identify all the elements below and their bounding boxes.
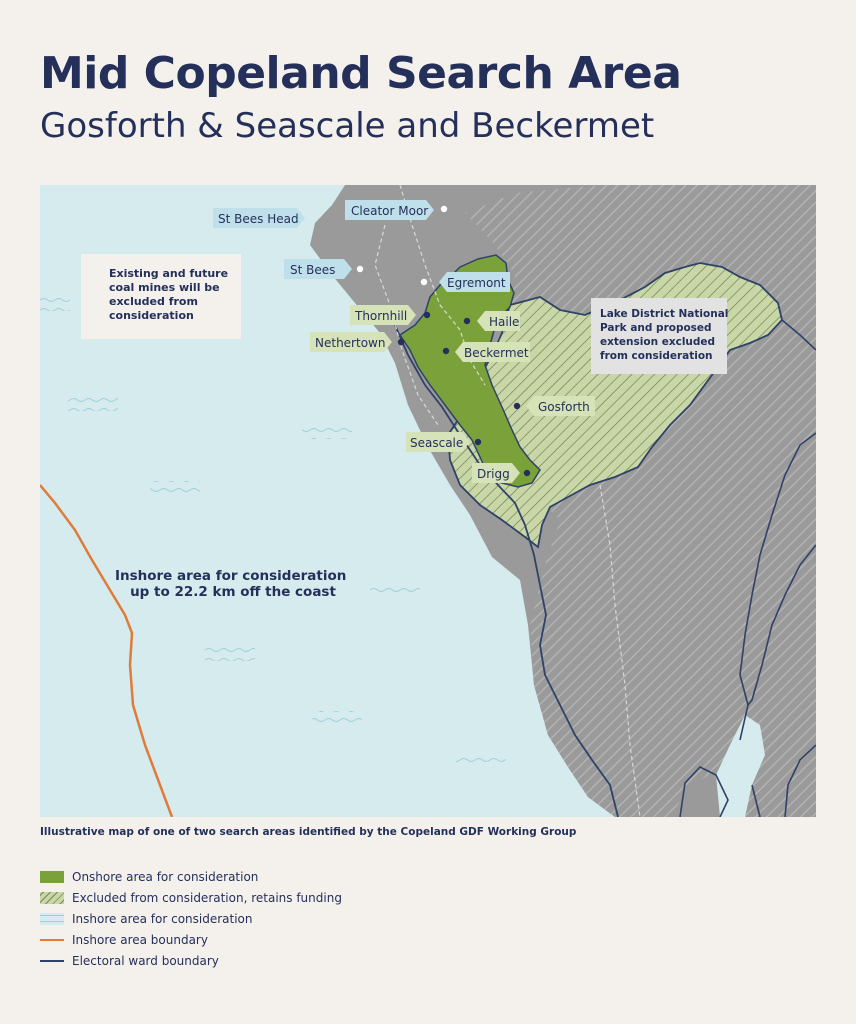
label-egremont[interactable] [439, 272, 510, 292]
legend-swatch-inshore [40, 913, 64, 925]
label-st-bees-text: St Bees [290, 263, 336, 277]
dot-nethertown [398, 339, 404, 345]
inshore-note [115, 568, 351, 600]
legend-label-inshore: Inshore area for consideration [72, 912, 253, 926]
dot-thornhill [424, 312, 430, 318]
dot-seascale [475, 439, 481, 445]
page-title: Mid Copeland Search Area [40, 48, 682, 99]
label-cleator-moor[interactable] [345, 200, 434, 220]
legend-swatch-excluded [40, 892, 64, 904]
svg-text:Existing and future co: Existing and future coal mines will be excluded from consideration [109, 267, 229, 322]
legend-label-onshore: Onshore area for consideration [72, 870, 259, 884]
dot-egremont [421, 279, 427, 285]
label-haile[interactable] [477, 311, 520, 331]
label-thornhill[interactable] [350, 305, 416, 325]
dot-drigg [524, 470, 530, 476]
label-beckermet-text: Beckermet [464, 346, 529, 360]
label-egremont-text: Egremont [447, 276, 506, 290]
svg-text:Inshore area for consideration: Inshore area for consideration up to 22.2 km off the coast [114, 568, 347, 600]
label-drigg[interactable] [472, 463, 520, 483]
coal-mines-note [81, 254, 241, 339]
dot-cleator-moor [441, 206, 447, 212]
legend-swatch-inshore-boundary [40, 939, 64, 941]
label-nethertown-text: Nethertown [315, 336, 386, 350]
legend-label-inshore-boundary: Inshore area boundary [72, 933, 208, 947]
label-gosforth-text: Gosforth [538, 400, 590, 414]
label-cleator-moor-text: Cleator Moor [351, 204, 429, 218]
dot-haile [464, 318, 470, 324]
map-svg[interactable] [40, 185, 816, 817]
map[interactable] [40, 185, 816, 817]
lake-district-note [591, 298, 732, 374]
label-drigg-text: Drigg [477, 467, 510, 481]
label-gosforth[interactable] [526, 396, 595, 416]
label-beckermet[interactable] [455, 342, 530, 362]
legend-item-ward-boundary [40, 952, 460, 970]
dot-gosforth [514, 403, 520, 409]
legend-item-inshore-boundary [40, 931, 460, 949]
label-seascale-text: Seascale [410, 436, 464, 450]
legend-swatch-ward-boundary [40, 960, 64, 962]
dot-st-bees [357, 266, 363, 272]
legend-label-ward-boundary: Electoral ward boundary [72, 954, 219, 968]
map-caption: Illustrative map of one of two search areas identified by the Copeland GDF Working Group [40, 826, 577, 838]
legend-swatch-onshore [40, 871, 64, 883]
legend-item-onshore [40, 868, 460, 886]
dot-beckermet [443, 348, 449, 354]
label-seascale[interactable] [406, 432, 470, 452]
label-st-bees[interactable] [284, 259, 352, 279]
legend-item-excluded [40, 889, 460, 907]
legend-item-inshore [40, 910, 460, 928]
label-st-bees-head[interactable] [213, 208, 305, 228]
svg-text:Lake District National: Lake District National Park and proposed extension excluded from consideration [600, 308, 729, 362]
page-subtitle: Gosforth & Seascale and Beckermet [40, 106, 655, 146]
legend-label-excluded: Excluded from consideration, retains funding [72, 891, 342, 905]
label-st-bees-head-text: St Bees Head [218, 212, 299, 226]
label-haile-text: Haile [489, 315, 520, 329]
label-nethertown[interactable] [310, 332, 392, 352]
label-thornhill-text: Thornhill [355, 309, 408, 323]
